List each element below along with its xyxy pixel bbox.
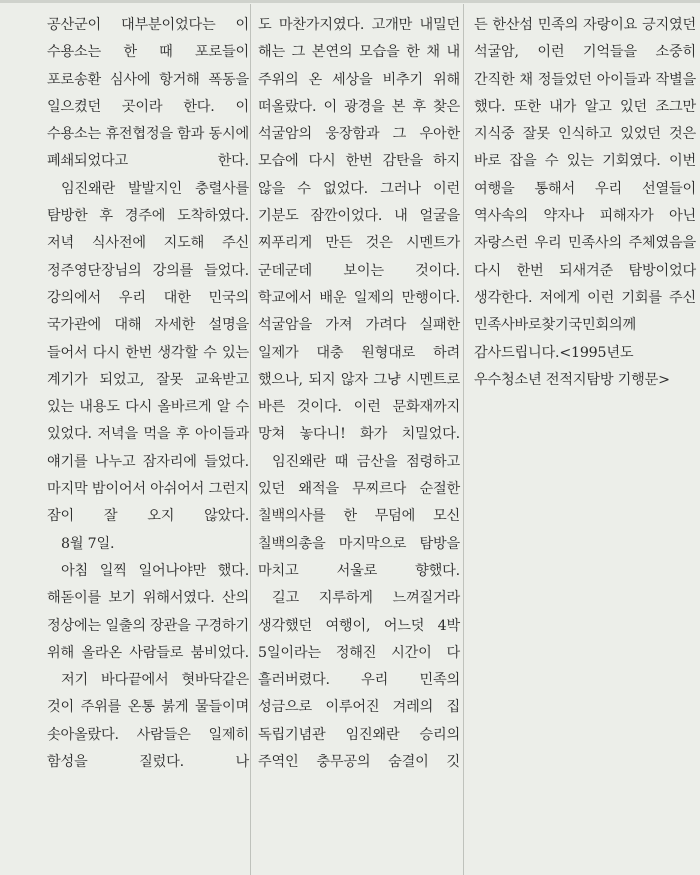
top-rule	[0, 0, 700, 3]
paragraph: 아침 일찍 일어나야만 했다. 해돋이를 보기 위해서였다. 산의 정상에는 일출의 장관을 구경하기 위해 올라온 사람들로 붐비었다.	[47, 562, 250, 661]
paragraph: 든 한산섬 민족의 자랑이요 긍지였던 석굴암, 이런 기억들을 소중히 간직한 채 정들었던 아이들과 작별을 했다. 또한 내가 알고 있던 조그만 지식중 잘못 인식하고 있었던 것은 바로 잡을 수 있는 기회였다. 이번 여행을 통해서 우리 선열들이 역사속의 약자나 피해자가 아닌 자랑스런 우리 민족사의 주체였음을 다시 한번 되새겨준 탐방이었다 생각한다. 저에게 이런 기회를 주신 민족사바로찾기국민회의께 감사드립니다.<1995년도 우수청소년 전적지탐방 기행문>	[474, 17, 696, 388]
column-divider	[463, 4, 464, 875]
paragraph: 임진왜란 때 금산을 점령하고 있던 왜적을 무찌르다 순절한 칠백의사를 한 무덤에 모신 칠백의총을 마지막으로 탐방을 마치고 서울로 향했다.	[258, 453, 460, 579]
text-column-1	[47, 12, 249, 776]
paragraph: 도 마찬가지였다. 고개만 내밀던 해는 그 본연의 모습을 한 채 내 주위의 온 세상을 비추기 위해 떠올랐다. 이 광경을 본 후 찾은 석굴암의 웅장함과 그 우아한 모습에 다시 한번 감탄을 하지 않을 수 없었다. 그러나 이런 기분도 잠깐이었다. 내 얼굴을 찌푸리게 만든 것은 시멘트가 군데군데 보이는 것이다. 학교에서 배운 일제의 만행이다. 석굴암을 가져 가려다 실패한 일제가 대충 원형대로 하려 했으나, 되지 않자 그냥 시멘트로 바른 것이다. 이런 문화재까지 망쳐 놓다니! 화가 치밀었다.	[258, 17, 460, 443]
paragraph: 공산군이 대부분이었다는 이 수용소는 한 때 포로들이 포로송환 심사에 항거해 폭동을 일으켰던 곳이라 한다. 이 수용소는 휴전협정을 함과 동시에 폐쇄되었다고 한다.	[47, 17, 250, 170]
paragraph: 저기 바다끝에서 혓바닥같은 것이 주위를 온통 붉게 물들이며 솟아올랐다. 사람들은 일제히 함성을 질렀다. 나	[47, 672, 249, 771]
date-line: 8월 7일.	[61, 535, 115, 552]
paragraph: 길고 지루하게 느껴질거라 생각했던 여행이, 어느덧 4박 5일이라는 정해진 시간이 다 흘러버렸다. 우리 민족의 성금으로 이루어진 겨레의 집 독립기념관 임진왜란 승리의 주역인 충무공의 숨결이 깃	[258, 590, 460, 771]
text-column-2	[258, 12, 460, 776]
paragraph: 임진왜란 발발지인 충렬사를 탐방한 후 경주에 도착하였다. 저녁 식사전에 지도해 주신 정주영단장님의 강의를 들었다. 강의에서 우리 대한 민국의 국가관에 대해 자세한 설명을 들어서 다시 한번 생각할 수 있는 계기가 되었고, 잘못 교육받고 있는 내용도 다시 올바르게 알 수 있었다. 저녁을 먹을 후 아이들과 얘기를 나누고 잠자리에 들었다. 마지막 밤이어서 아쉬어서 그런지 잠이 잘 오지 않았다.	[47, 180, 250, 525]
column-divider	[250, 4, 251, 875]
text-column-3	[474, 12, 696, 394]
